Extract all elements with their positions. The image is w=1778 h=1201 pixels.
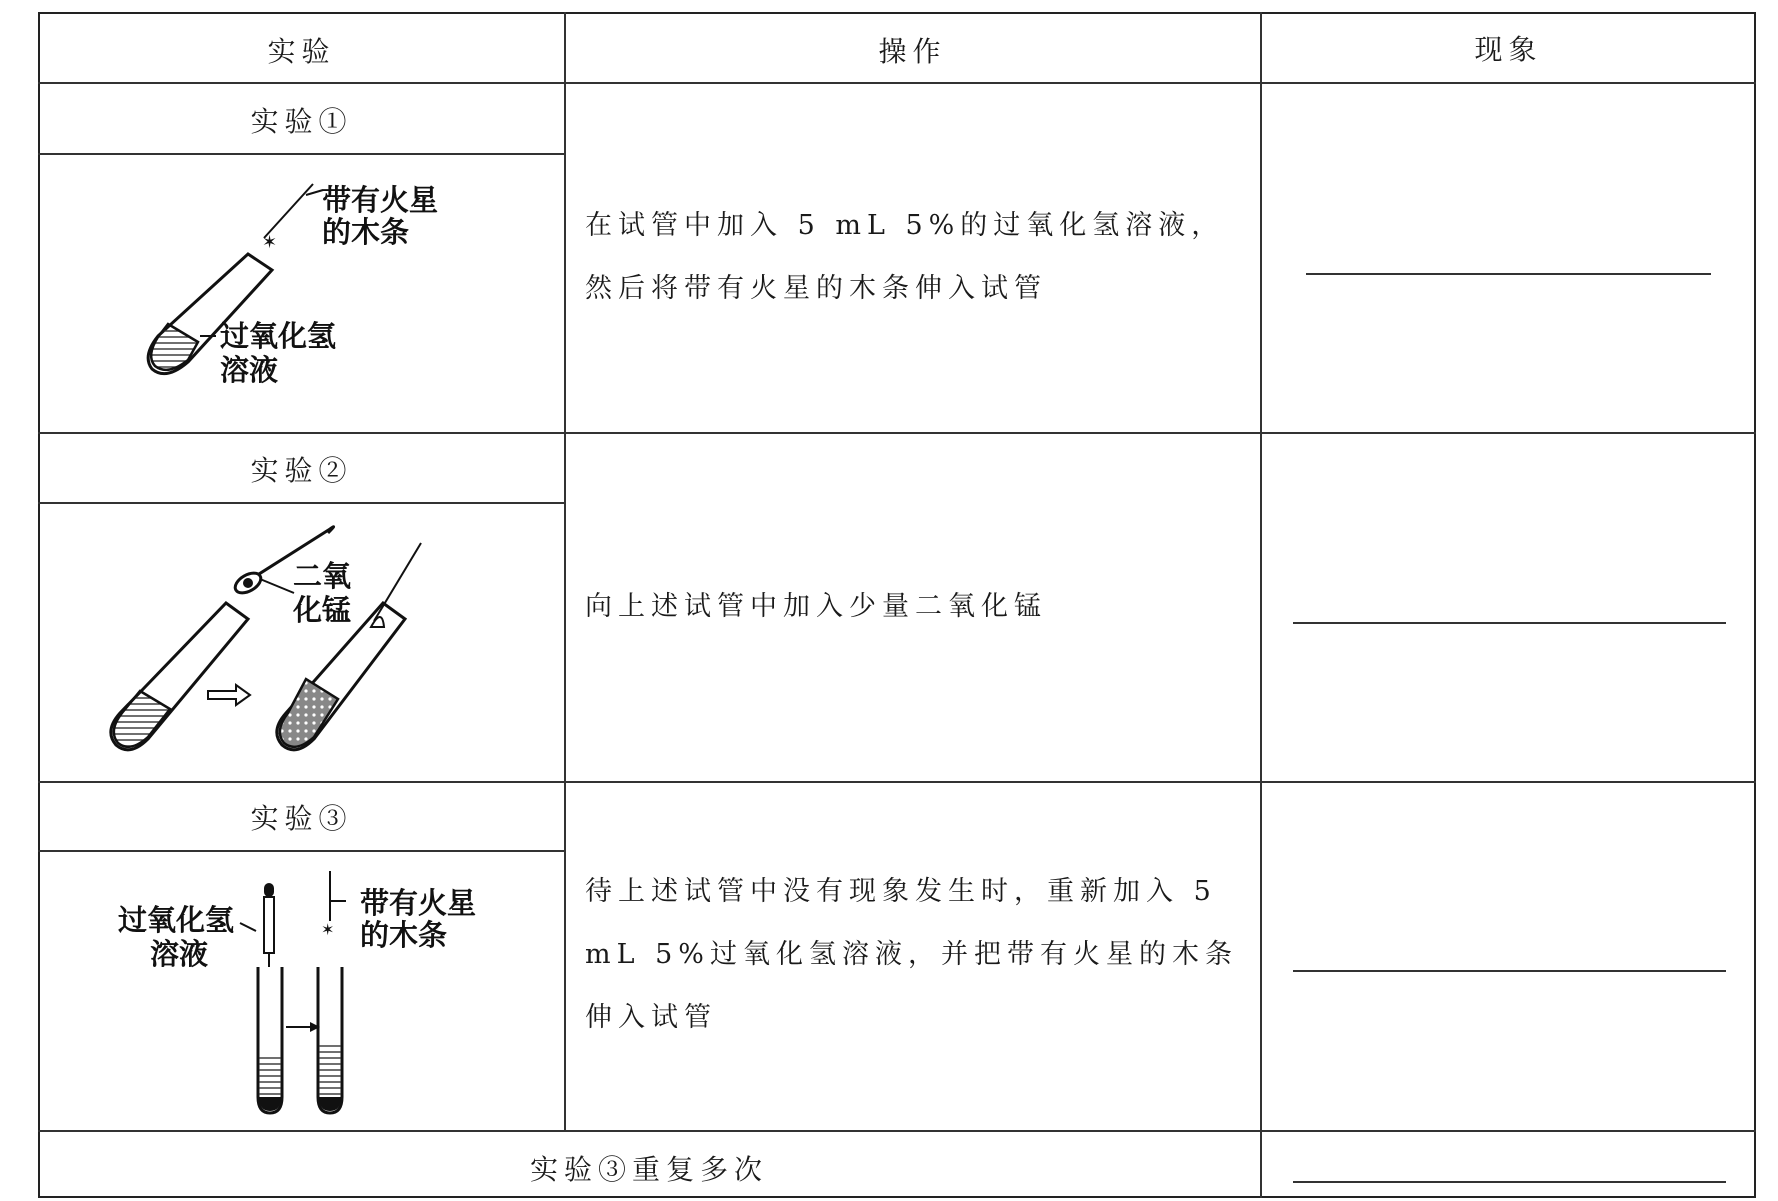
mno2-label-b: 化锰 — [293, 593, 352, 627]
row1-divider — [38, 432, 1756, 434]
header-operation: 操作 — [878, 35, 947, 68]
test-tube-2a — [111, 603, 248, 750]
operation-2-text: 向上述试管中加入少量二氧化锰 — [585, 591, 1047, 622]
arrow-right-icon — [208, 685, 250, 705]
glowing-splint-1 — [262, 184, 323, 253]
test-tube-3a — [258, 967, 282, 1113]
header-phenomenon: 现象 — [1474, 33, 1543, 66]
splint-label-3a: 带有火星 — [360, 886, 477, 920]
svg-text:✶: ✶ — [262, 232, 278, 253]
svg-text:✶: ✶ — [321, 920, 335, 939]
answer-blank-4[interactable] — [1293, 1181, 1726, 1183]
answer-blank-2[interactable] — [1293, 622, 1726, 624]
figure-3-readd-peroxide — [38, 851, 565, 1129]
splint-label-3b: 的木条 — [360, 918, 448, 952]
row2-divider — [38, 781, 1756, 783]
splint-label-1b: 的木条 — [322, 215, 410, 249]
header-divider — [38, 82, 1756, 84]
mno2-label-a: 二氧 — [293, 559, 352, 593]
experiment-2-label: 实验② — [250, 454, 353, 487]
dropper — [264, 883, 274, 967]
arrow-right-icon — [286, 1022, 320, 1032]
answer-blank-3[interactable] — [1293, 970, 1726, 972]
test-tube-3b — [318, 967, 342, 1113]
answer-blank-1[interactable] — [1306, 273, 1711, 275]
solution-label-3b: 溶液 — [150, 937, 209, 971]
operation-3-text: 待上述试管中没有现象发生时，重新加入 5 mL 5%过氧化氢溶液，并把带有火星的木条伸入试管 — [585, 876, 1238, 1033]
header-experiment: 实验 — [267, 35, 336, 68]
figure-2-add-mno2 — [38, 503, 565, 781]
row3-divider — [38, 1130, 1756, 1132]
splint-label-1a: 带有火星 — [322, 183, 439, 217]
glowing-splint-3 — [321, 871, 346, 939]
experiment-3-label: 实验③ — [250, 802, 353, 835]
solution-label-3a: 过氧化氢 — [118, 903, 235, 937]
experiment-repeat-label: 实验③重复多次 — [529, 1153, 768, 1186]
operation-1-text: 在试管中加入 5 mL 5%的过氧化氢溶液，然后将带有火星的木条伸入试管 — [585, 210, 1225, 304]
figure-1-test-tube-splint — [38, 154, 565, 432]
col2-divider — [1260, 12, 1262, 1198]
solution-label-1b: 溶液 — [220, 353, 279, 387]
experiment-1-label: 实验① — [250, 105, 353, 138]
solution-label-1a: 过氧化氢 — [220, 319, 337, 353]
